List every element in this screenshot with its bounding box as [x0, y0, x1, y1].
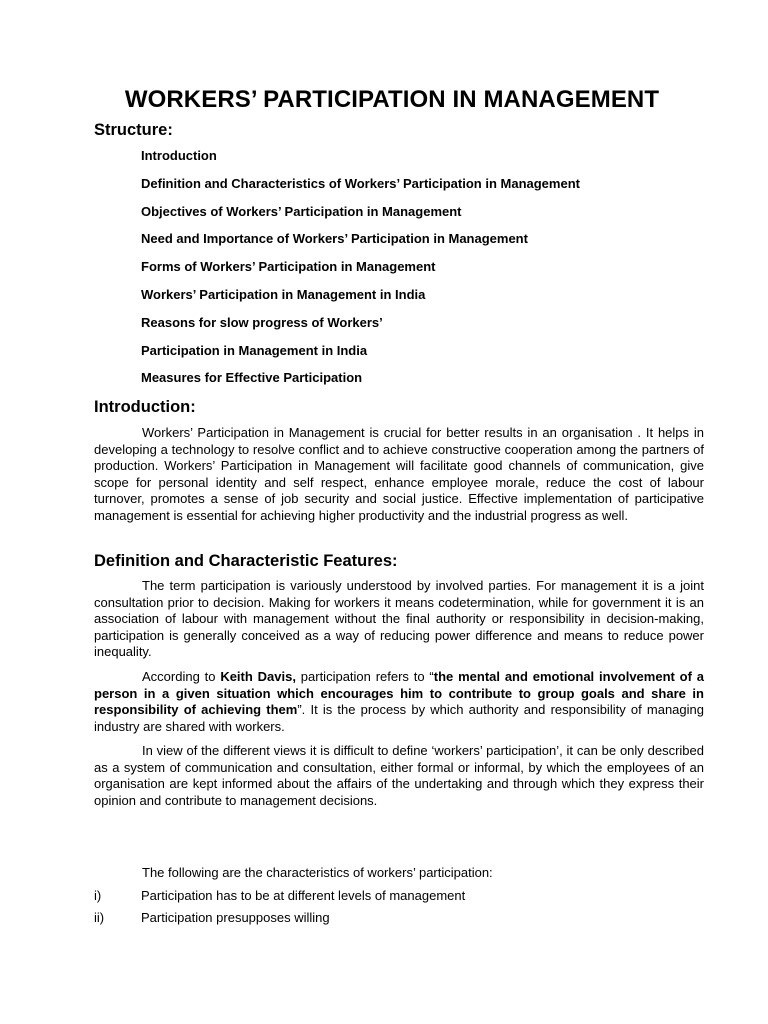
- structure-list: [141, 148, 580, 398]
- characteristics-lead: The following are the characteristics of workers’ participation:: [142, 865, 493, 880]
- para2-end-text: ”. It is the process by which authority and responsibility of managing industry are shared with workers.: [94, 702, 704, 734]
- structure-item: Measures for Effective Participation: [141, 370, 363, 386]
- list-item: [94, 888, 465, 910]
- structure-item: Definition and Characteristics of Workers’ Participation in Management: [141, 175, 580, 191]
- para2-mid-text: participation refers to “: [295, 669, 434, 684]
- structure-item: Participation in Management in India: [141, 342, 368, 358]
- introduction-paragraph: Workers’ Participation in Management is crucial for better results in an organisation . It helps in developing a technology to resolve conflict and to achieve constructive cooperation among the partners of production. Workers’ Participation in Management will facilitate good channels of communication, give scope for personal identity and self respect, enhance employee morale, reduce the cost of labour turnover, promotes a sense of job security and social justice. Effective implementation of participative management is essential for achieving higher productivity and the industrial progress as well.: [94, 425, 704, 523]
- structure-heading: Structure:: [94, 121, 173, 139]
- definition-paragraph-1: The term participation is variously understood by involved parties. For management it is a joint consultation prior to decision. Making for workers it means codetermination, while for government it is an association of labour with management without the final authority or responsibility in decision-making, participation is generally conceived as a way of reducing power difference and means to reduce power inequality.: [94, 578, 704, 659]
- definition-heading: Definition and Characteristic Features:: [94, 552, 398, 570]
- structure-item: Need and Importance of Workers’ Participation in Management: [141, 231, 528, 247]
- structure-item: Objectives of Workers’ Participation in Management: [141, 203, 462, 219]
- introduction-heading: Introduction:: [94, 398, 196, 416]
- para2-intro-text: According to: [142, 669, 221, 684]
- structure-item: Workers’ Participation in Management in India: [141, 286, 426, 302]
- author-name: Keith Davis,: [220, 669, 296, 684]
- definition-paragraph-2: [94, 669, 704, 735]
- list-item: [94, 910, 465, 932]
- definition-paragraph-3: In view of the different views it is difficult to define ‘workers’ participation’, it can be only described as a system of communication and consultation, either formal or informal, by which the employees of an organisation are kept informed about the affairs of the undertaking and through which they express their opinion and contribute to management decisions.: [94, 743, 704, 808]
- list-item-number: ii): [94, 910, 105, 925]
- structure-item: Forms of Workers’ Participation in Management: [141, 259, 436, 275]
- structure-item: Introduction: [141, 148, 217, 163]
- definition-quote: the mental and emotional involvement of a person in a given situation which encourages him to contribute to group goals and share in responsibility of achieving them: [94, 669, 704, 717]
- characteristics-list: [94, 888, 465, 932]
- structure-item: Reasons for slow progress of Workers’: [141, 314, 383, 330]
- list-item-number: i): [94, 888, 102, 903]
- document-title: WORKERS’ PARTICIPATION IN MANAGEMENT: [124, 86, 660, 113]
- list-item-text: Participation presupposes willing: [141, 910, 330, 925]
- list-item-text: Participation has to be at different levels of management: [141, 888, 466, 903]
